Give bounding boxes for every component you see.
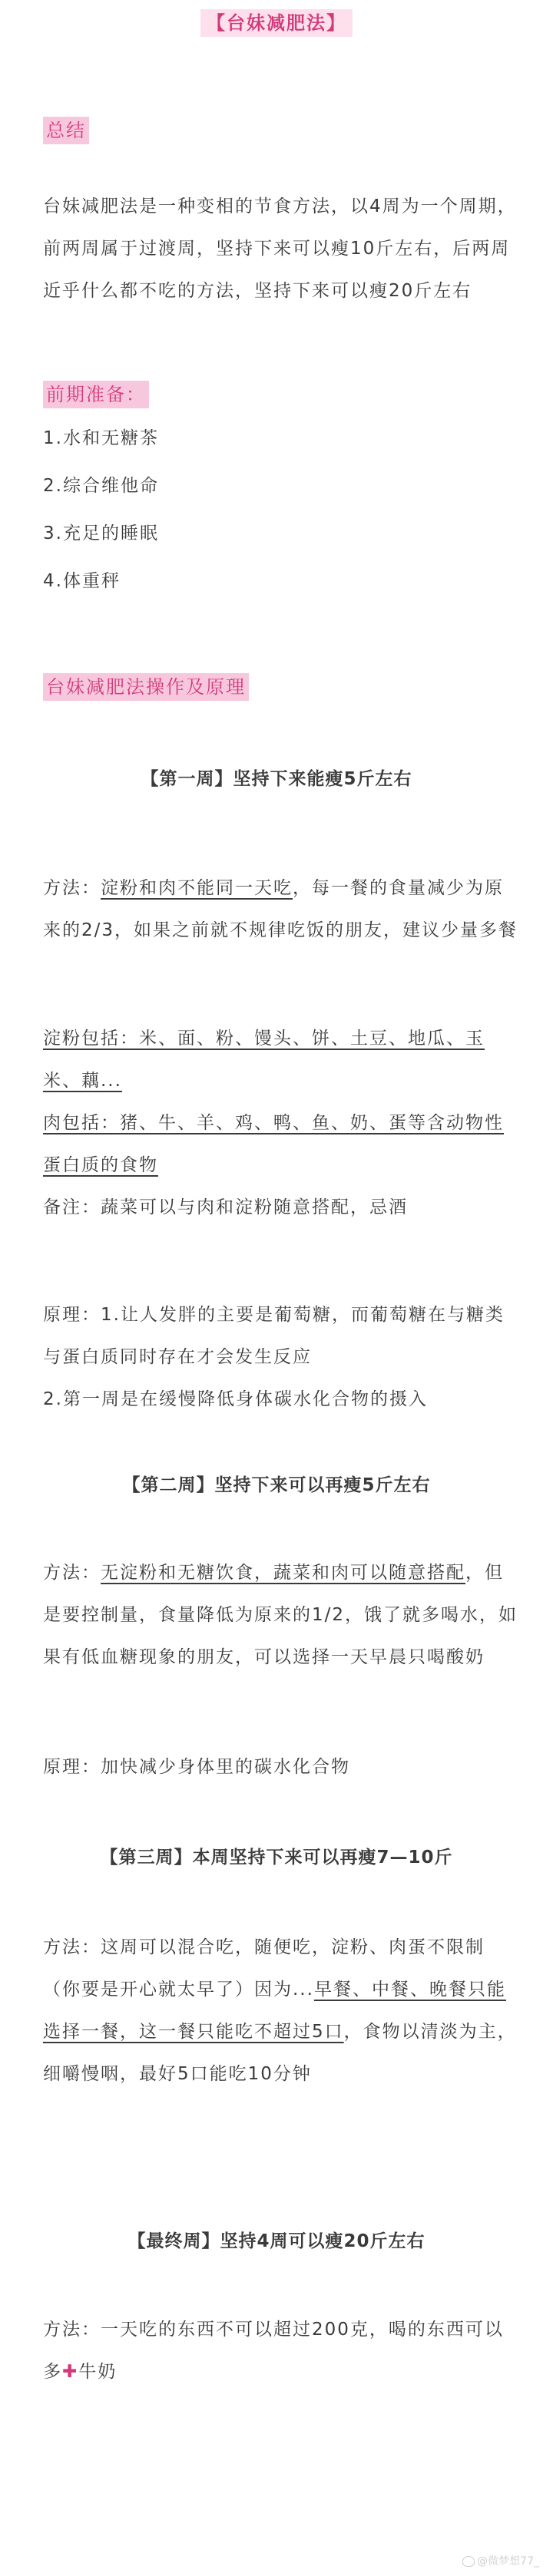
week1-starch (43, 1018, 522, 1102)
week1-principle-1: 原理：1.让人发胖的主要是葡萄糖，而葡萄糖在与糖类与蛋白质同时存在才会发生反应 (43, 1305, 505, 1367)
watermark (462, 2553, 539, 2568)
prep-list (43, 414, 522, 605)
week2-method (43, 1552, 522, 1679)
weibo-icon (462, 2556, 475, 2567)
week1-starch-text: 淀粉包括：米、面、粉、馒头、饼、土豆、地瓜、玉米、藕... (43, 1029, 485, 1091)
week1-meat (43, 1102, 522, 1187)
week1-title: 【第一周】坚持下来能瘦5斤左右 (141, 769, 412, 789)
prep-item: 2.综合维他命 (43, 476, 159, 496)
week2-method-prefix: 方法： (43, 1563, 101, 1583)
week1-principle-2: 2.第一周是在缓慢降低身体碳水化合物的摄入 (43, 1389, 428, 1409)
week4-title: 【最终周】坚持4周可以瘦20斤左右 (127, 2231, 426, 2251)
week1-method (43, 867, 522, 952)
prep-item: 1.水和无糖茶 (43, 428, 159, 448)
ops-heading-text: 台妹减肥法操作及原理 (43, 673, 249, 701)
ops-heading (43, 672, 522, 702)
week2-method-rest: ，但是要控制量，食量降低为原来的1/2，饿了就多喝水，如果有低血糖现象的朋友，可以选择一天早晨只喝酸奶 (43, 1563, 518, 1667)
week3-method-rest: ，食物以清淡为主，细嚼慢咽，最好5口能吃10分钟 (43, 2022, 517, 2084)
prep-heading-text: 前期准备： (43, 381, 149, 408)
week1-meat-text: 肉包括：猪、牛、羊、鸡、鸭、鱼、奶、蛋等含动物性蛋白质的食物 (43, 1113, 504, 1175)
week1-method-key: 淀粉和肉不能同一天吃 (101, 878, 293, 898)
article-title (0, 8, 553, 38)
week2-method-key: 无淀粉和无糖饮食，蔬菜和肉可以随意搭配 (101, 1563, 465, 1583)
week2-title: 【第二周】坚持下来可以再瘦5斤左右 (122, 1475, 431, 1495)
week1-method-prefix: 方法： (43, 878, 101, 898)
week1-note: 备注：蔬菜可以与肉和淀粉随意搭配，忌酒 (43, 1197, 408, 1217)
title-text: 【台妹减肥法】 (200, 9, 353, 37)
plus-icon: ✚ (62, 2362, 79, 2382)
summary-heading (43, 115, 522, 146)
watermark-text: @微梦想77_ (477, 2555, 539, 2568)
summary-heading-text: 总结 (43, 117, 89, 144)
prep-heading (43, 379, 522, 410)
week1-method-rest: ，每一餐的食量减少为原来的2/3，如果之前就不规律吃饭的朋友，建议少量多餐 (43, 878, 518, 940)
week3-method-prefix: 方法：这周可以混合吃，随便吃，淀粉、肉蛋不限制（你要是开心就太早了）因为... (43, 1937, 485, 2000)
week4-method-prefix: 方法：一天吃的东西不可以超过200克，喝的东西可以多 (43, 2320, 504, 2382)
week4-method (43, 2309, 522, 2393)
prep-item: 4.体重秤 (43, 571, 121, 591)
week3-method-key: 早餐、中餐、晚餐只能选择一餐，这一餐只能吃不超过5口 (43, 1980, 506, 2042)
prep-item: 3.充足的睡眠 (43, 523, 159, 543)
week2-principle: 原理：加快减少身体里的碳水化合物 (43, 1757, 350, 1777)
summary-text: 台妹减肥法是一种变相的节食方法，以4周为一个周期，前两周属于过渡周，坚持下来可以瘦10斤左右，后两周近乎什么都不吃的方法，坚持下来可以瘦20斤左右 (43, 197, 517, 301)
week3-title: 【第三周】本周坚持下来可以再瘦7—10斤 (100, 1848, 453, 1868)
week3-method (43, 1927, 522, 2095)
week4-method-rest: 牛奶 (78, 2362, 118, 2382)
